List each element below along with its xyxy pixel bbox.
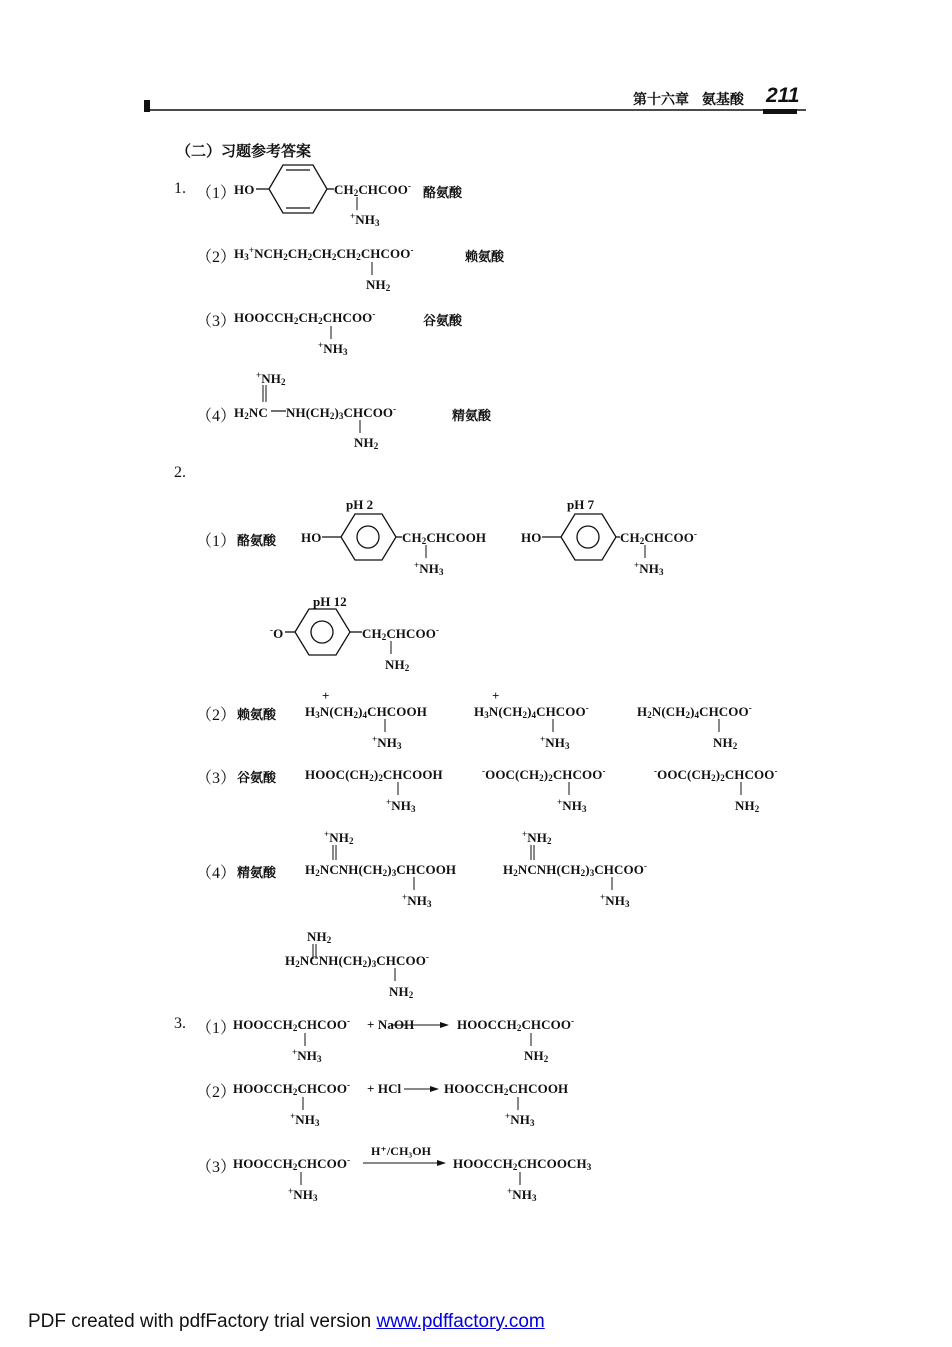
formula-text: $^+NH_3$ [557, 797, 587, 814]
formula-text: $H_2N(CH_2)_4CHCOO^-$ [637, 703, 752, 720]
formula-text: $H_3N(CH_2)_4CHCOO^-$ [474, 703, 589, 720]
formula-text: $^+NH_3$ [414, 560, 444, 577]
formula-text: $^-OOC(CH_2)_2CHCOO^-$ [654, 766, 778, 783]
formula-text: + [322, 688, 330, 703]
formula-text: $^+NH_3$ [318, 340, 348, 357]
formula-text: $^+NH_2$ [256, 370, 286, 387]
footer-text: PDF created with pdfFactory trial version [28, 1311, 377, 1332]
formula-text: $H_2NCNH(CH_2)_3CHCOOH$ [305, 862, 457, 878]
ph-label: pH 2 [346, 497, 374, 512]
formula-text: HO [521, 530, 542, 545]
ph-label: pH 7 [567, 497, 595, 512]
reaction-condition: H⁺/CH₃OH [371, 1144, 432, 1158]
ph-label: pH 12 [313, 594, 347, 609]
reagent: + HCl [367, 1081, 402, 1096]
formula-text: $HOOCCH_2CHCOO^-$ [457, 1016, 575, 1033]
formula-text: $H_2NCNH(CH_2)_3CHCOO^-$ [285, 952, 430, 969]
formula-text: $H_3N(CH_2)_4CHCOOH$ [305, 704, 427, 720]
compound-name: 赖氨酸 [465, 250, 505, 265]
formula-text: $NH_2$ [713, 735, 738, 751]
formula-text: $^-OOC(CH_2)_2CHCOO^-$ [482, 766, 606, 783]
benzene-ring-ph12 [295, 609, 350, 655]
compound-name: 酪氨酸 [423, 186, 463, 201]
formula-text: $NH_2$ [366, 277, 391, 293]
item-label: （2） [196, 1084, 237, 1101]
question-number-2: 2. [174, 464, 186, 481]
item-label: （3） [196, 313, 237, 330]
compound-name: 酪氨酸 [237, 534, 277, 549]
question-number-3: 3. [174, 1015, 186, 1032]
formula-text: $HOOCCH_2CH_2CHCOO^-$ [234, 309, 376, 326]
formula-text: $NH_2$ [385, 657, 410, 673]
compound-name: 谷氨酸 [237, 771, 277, 786]
formula-text: $H_2NC$ [234, 405, 268, 421]
formula-text: $NH_2$ [389, 984, 414, 1000]
footer [28, 1311, 545, 1333]
item-label: （2） [196, 707, 237, 724]
formula-text: $CH_2CHCOO^-$ [334, 181, 412, 198]
formula-text: $^+NH_3$ [402, 892, 432, 909]
formula-text: $^+NH_3$ [292, 1047, 322, 1064]
benzene-ring-ph7 [561, 514, 616, 560]
section-title: （二）习题参考答案 [176, 142, 312, 160]
formula-text: $^+NH_3$ [290, 1111, 320, 1128]
formula-text: $CH_2CHCOOH$ [402, 530, 487, 546]
chapter-title: 第十六章 [633, 92, 689, 108]
formula-text: $HOOCCH_2CHCOO^-$ [233, 1080, 351, 1097]
formula-text: $CH_2CHCOO^-$ [620, 529, 698, 546]
formula-text: -O [270, 625, 284, 641]
benzene-ring-ph2 [341, 514, 396, 560]
compound-name: 精氨酸 [237, 866, 277, 881]
question-number-1: 1. [174, 180, 186, 197]
footer-link[interactable]: www.pdffactory.com [376, 1311, 545, 1332]
reagent: + NaOH [367, 1017, 415, 1032]
formula-text: HO [301, 530, 322, 545]
formula-text: $^+NH_3$ [634, 560, 664, 577]
formula-text: $NH_2$ [354, 435, 379, 451]
formula-text: $H_3^+NCH_2CH_2CH_2CH_2CHCOO^-$ [234, 245, 414, 262]
formula-text: $^+NH_3$ [386, 797, 416, 814]
formula-text: $^+NH_3$ [600, 892, 630, 909]
chapter-topic: 氨基酸 [701, 92, 744, 108]
item-label: （1） [196, 533, 237, 550]
formula-text: $HOOCCH_2CHCOOH$ [444, 1081, 569, 1097]
item-label: （4） [196, 408, 237, 425]
formula-text: $NH_2$ [307, 929, 332, 945]
page-number: 211 [766, 84, 800, 107]
formula-text: $^+NH_3$ [288, 1186, 318, 1203]
item-label: （3） [196, 1159, 237, 1176]
formula-text: $^+NH_3$ [505, 1111, 535, 1128]
formula-text: $CH_2CHCOO^-$ [362, 625, 440, 642]
compound-name: 赖氨酸 [237, 708, 277, 723]
formula-text: $H_2NCNH(CH_2)_3CHCOO^-$ [503, 861, 648, 878]
item-label: （4） [196, 865, 237, 882]
formula-text: $^+NH_3$ [350, 211, 380, 228]
formula-text: HO [234, 182, 255, 197]
compound-name: 精氨酸 [452, 409, 492, 424]
compound-name: 谷氨酸 [423, 314, 463, 329]
formula-text: $^+NH_3$ [540, 734, 570, 751]
formula-text: $^+NH_2$ [522, 829, 552, 846]
benzene-ring [269, 165, 327, 213]
item-label: （2） [196, 249, 237, 266]
item-label: （1） [196, 1020, 237, 1037]
formula-text: $HOOCCH_2CHCOO^-$ [233, 1016, 351, 1033]
formula-text: $HOOC(CH_2)_2CHCOOH$ [305, 767, 443, 783]
item-label: （3） [196, 770, 237, 787]
page-number-bar [763, 109, 797, 114]
item-label: （1） [196, 185, 237, 202]
formula-text: $^+NH_2$ [324, 829, 354, 846]
formula-text: $NH_2$ [524, 1048, 549, 1064]
formula-text: + [492, 688, 500, 703]
formula-text: $^+NH_3$ [372, 734, 402, 751]
formula-text: $NH_2$ [735, 798, 760, 814]
formula-text: $HOOCCH_2CHCOO^-$ [233, 1155, 351, 1172]
formula-text: $NH(CH_2)_3CHCOO^-$ [286, 404, 397, 421]
formula-text: $HOOCCH_2CHCOOCH_3$ [453, 1156, 592, 1172]
formula-text: $^+NH_3$ [507, 1186, 537, 1203]
